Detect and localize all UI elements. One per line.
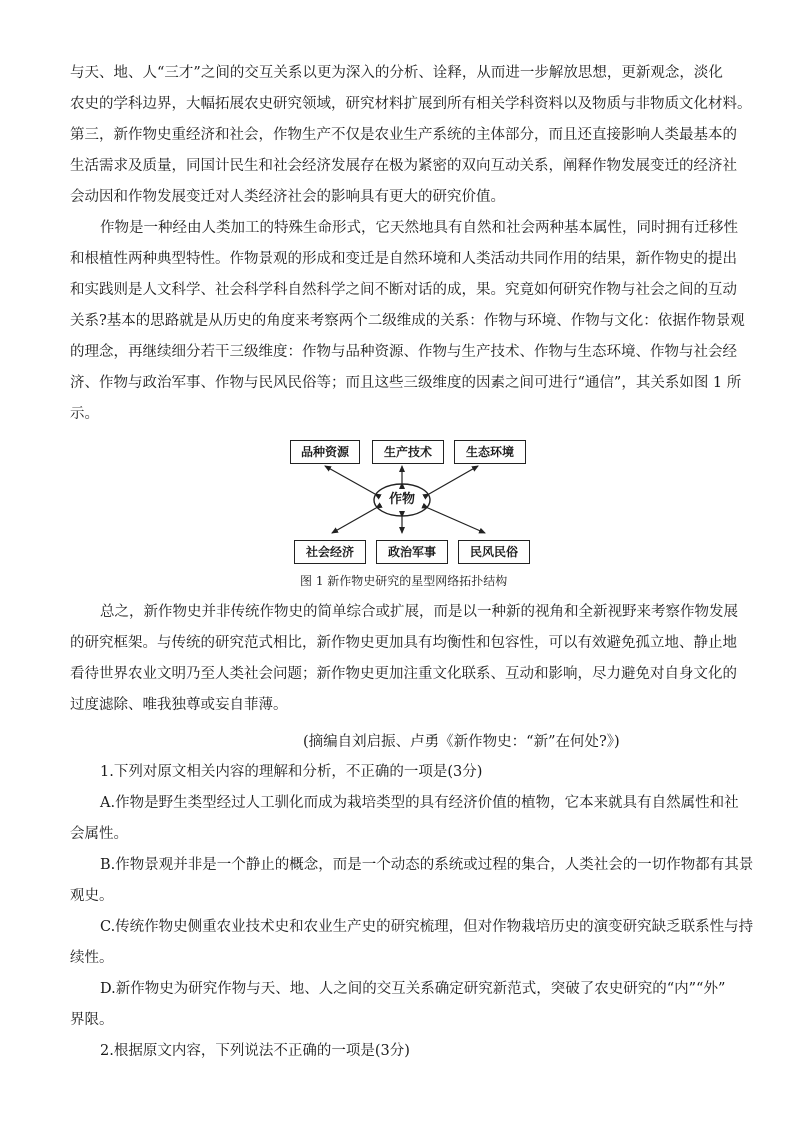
- arrow-top-left: [325, 466, 375, 494]
- arrow-top-right: [429, 466, 478, 494]
- option-b-line: B.作物景观并非是一个静止的概念，而是一个动态的系统或过程的集合，人类社会的一切作物都有其景: [100, 857, 754, 873]
- node-production-tech: 生产技术: [372, 440, 444, 464]
- figure-caption: 图 1 新作物史研究的星型网络拓扑结构: [300, 574, 508, 588]
- option-d-line: 界限。: [70, 1012, 114, 1028]
- question-stem: 1.下列对原文相关内容的理解和分析，不正确的一项是(3分): [100, 764, 483, 780]
- text-line: 示。: [70, 406, 99, 422]
- text-line: 的研究框架。与传统的研究范式相比，新作物史更加具有均衡性和包容性，可以有效避免孤立地、静止地: [70, 635, 737, 651]
- node-politics-military: 政治军事: [376, 540, 448, 564]
- question-1: [70, 757, 754, 1067]
- option-b-line: 观史。: [70, 888, 114, 904]
- text-line: 与天、地、人“三才”之间的交互关系以更为深入的分析、诠释，从而进一步解放思想，更新观念，淡化: [70, 65, 723, 81]
- arrow-bottom-left: [332, 508, 376, 533]
- node-social-economy: 社会经济: [294, 540, 366, 564]
- text-line: 的理念，再继续细分若干三级维度：作物与品种资源、作物与生产技术、作物与生态环境、作物与社会经: [70, 344, 737, 360]
- node-ecology: 生态环境: [454, 440, 526, 464]
- option-a-line: A.作物是野生类型经过人工驯化而成为栽培类型的具有经济价值的植物，它本来就具有自然属性和社: [100, 795, 739, 811]
- text-line: 关系?基本的思路就是从历史的角度来考察两个二级维成的关系：作物与环境、作物与文化：依据作物景观: [70, 313, 745, 329]
- arrow-bottom-right: [428, 508, 485, 533]
- paragraph-2: [70, 213, 745, 430]
- text-line: 会动因和作物发展变迁对人类经济社会的影响具有更大的研究价值。: [70, 189, 505, 205]
- text-line: 农史的学科边界，大幅拓展农史研究领域，研究材料扩展到所有相关学科资料以及物质与非物质文化材料。: [70, 96, 752, 112]
- text-line: 生活需求及质量，同国计民生和社会经济发展存在极为紧密的双向互动关系，阐释作物发展变迁的经济社: [70, 158, 737, 174]
- option-c-line: C.传统作物史侧重农业技术史和农业生产史的研究梳理，但对作物栽培历史的演变研究缺乏联系性与持: [100, 919, 754, 935]
- text-line: 和实践则是人文科学、社会科学科自然科学之间不断对话的成，果。究竟如何研究作物与社会之间的互动: [70, 282, 737, 298]
- option-a-line: 会属性。: [70, 826, 128, 842]
- text-line: 济、作物与政治军事、作物与民风民俗等；而且这些三级维度的因素之间可进行“通信”，其关系如图 1 所: [70, 375, 742, 391]
- node-varieties: 品种资源: [290, 440, 360, 464]
- text-line: 第三，新作物史重经济和社会，作物生产不仅是农业生产系统的主体部分，而且还直接影响人类最基本的: [70, 127, 737, 143]
- text-line: 看待世界农业文明乃至人类社会问题；新作物史更加注重文化联系、互动和影响，尽力避免对自身文化的: [70, 666, 737, 682]
- figure-1-star-diagram: [280, 436, 540, 576]
- question-2-stem: 2.根据原文内容，下列说法不正确的一项是(3分): [100, 1043, 410, 1059]
- source-citation: (摘编自刘启振、卢勇《新作物史：“新”在何处?》): [303, 734, 620, 750]
- paragraph-3: [70, 597, 738, 721]
- paragraph-1: [70, 58, 752, 213]
- text-line: 和根植性两种典型特性。作物景观的形成和变迁是自然环境和人类活动共同作用的结果，新作物史的提出: [70, 251, 737, 267]
- text-line: 作物是一种经由人类加工的特殊生命形式，它天然地具有自然和社会两种基本属性，同时拥有迁移性: [100, 220, 738, 236]
- option-c-line: 续性。: [70, 950, 114, 966]
- node-folk-customs: 民风民俗: [458, 540, 530, 564]
- text-line: 过度滤除、唯我独尊或妄自菲薄。: [70, 697, 288, 713]
- node-crop-center: 作物: [388, 492, 415, 507]
- text-line: 总之，新作物史并非传统作物史的简单综合或扩展，而是以一种新的视角和全新视野来考察作物发展: [100, 604, 738, 620]
- option-d-line: D.新作物史为研究作物与天、地、人之间的交互关系确定研究新范式，突破了农史研究的“内”“外”: [100, 981, 726, 997]
